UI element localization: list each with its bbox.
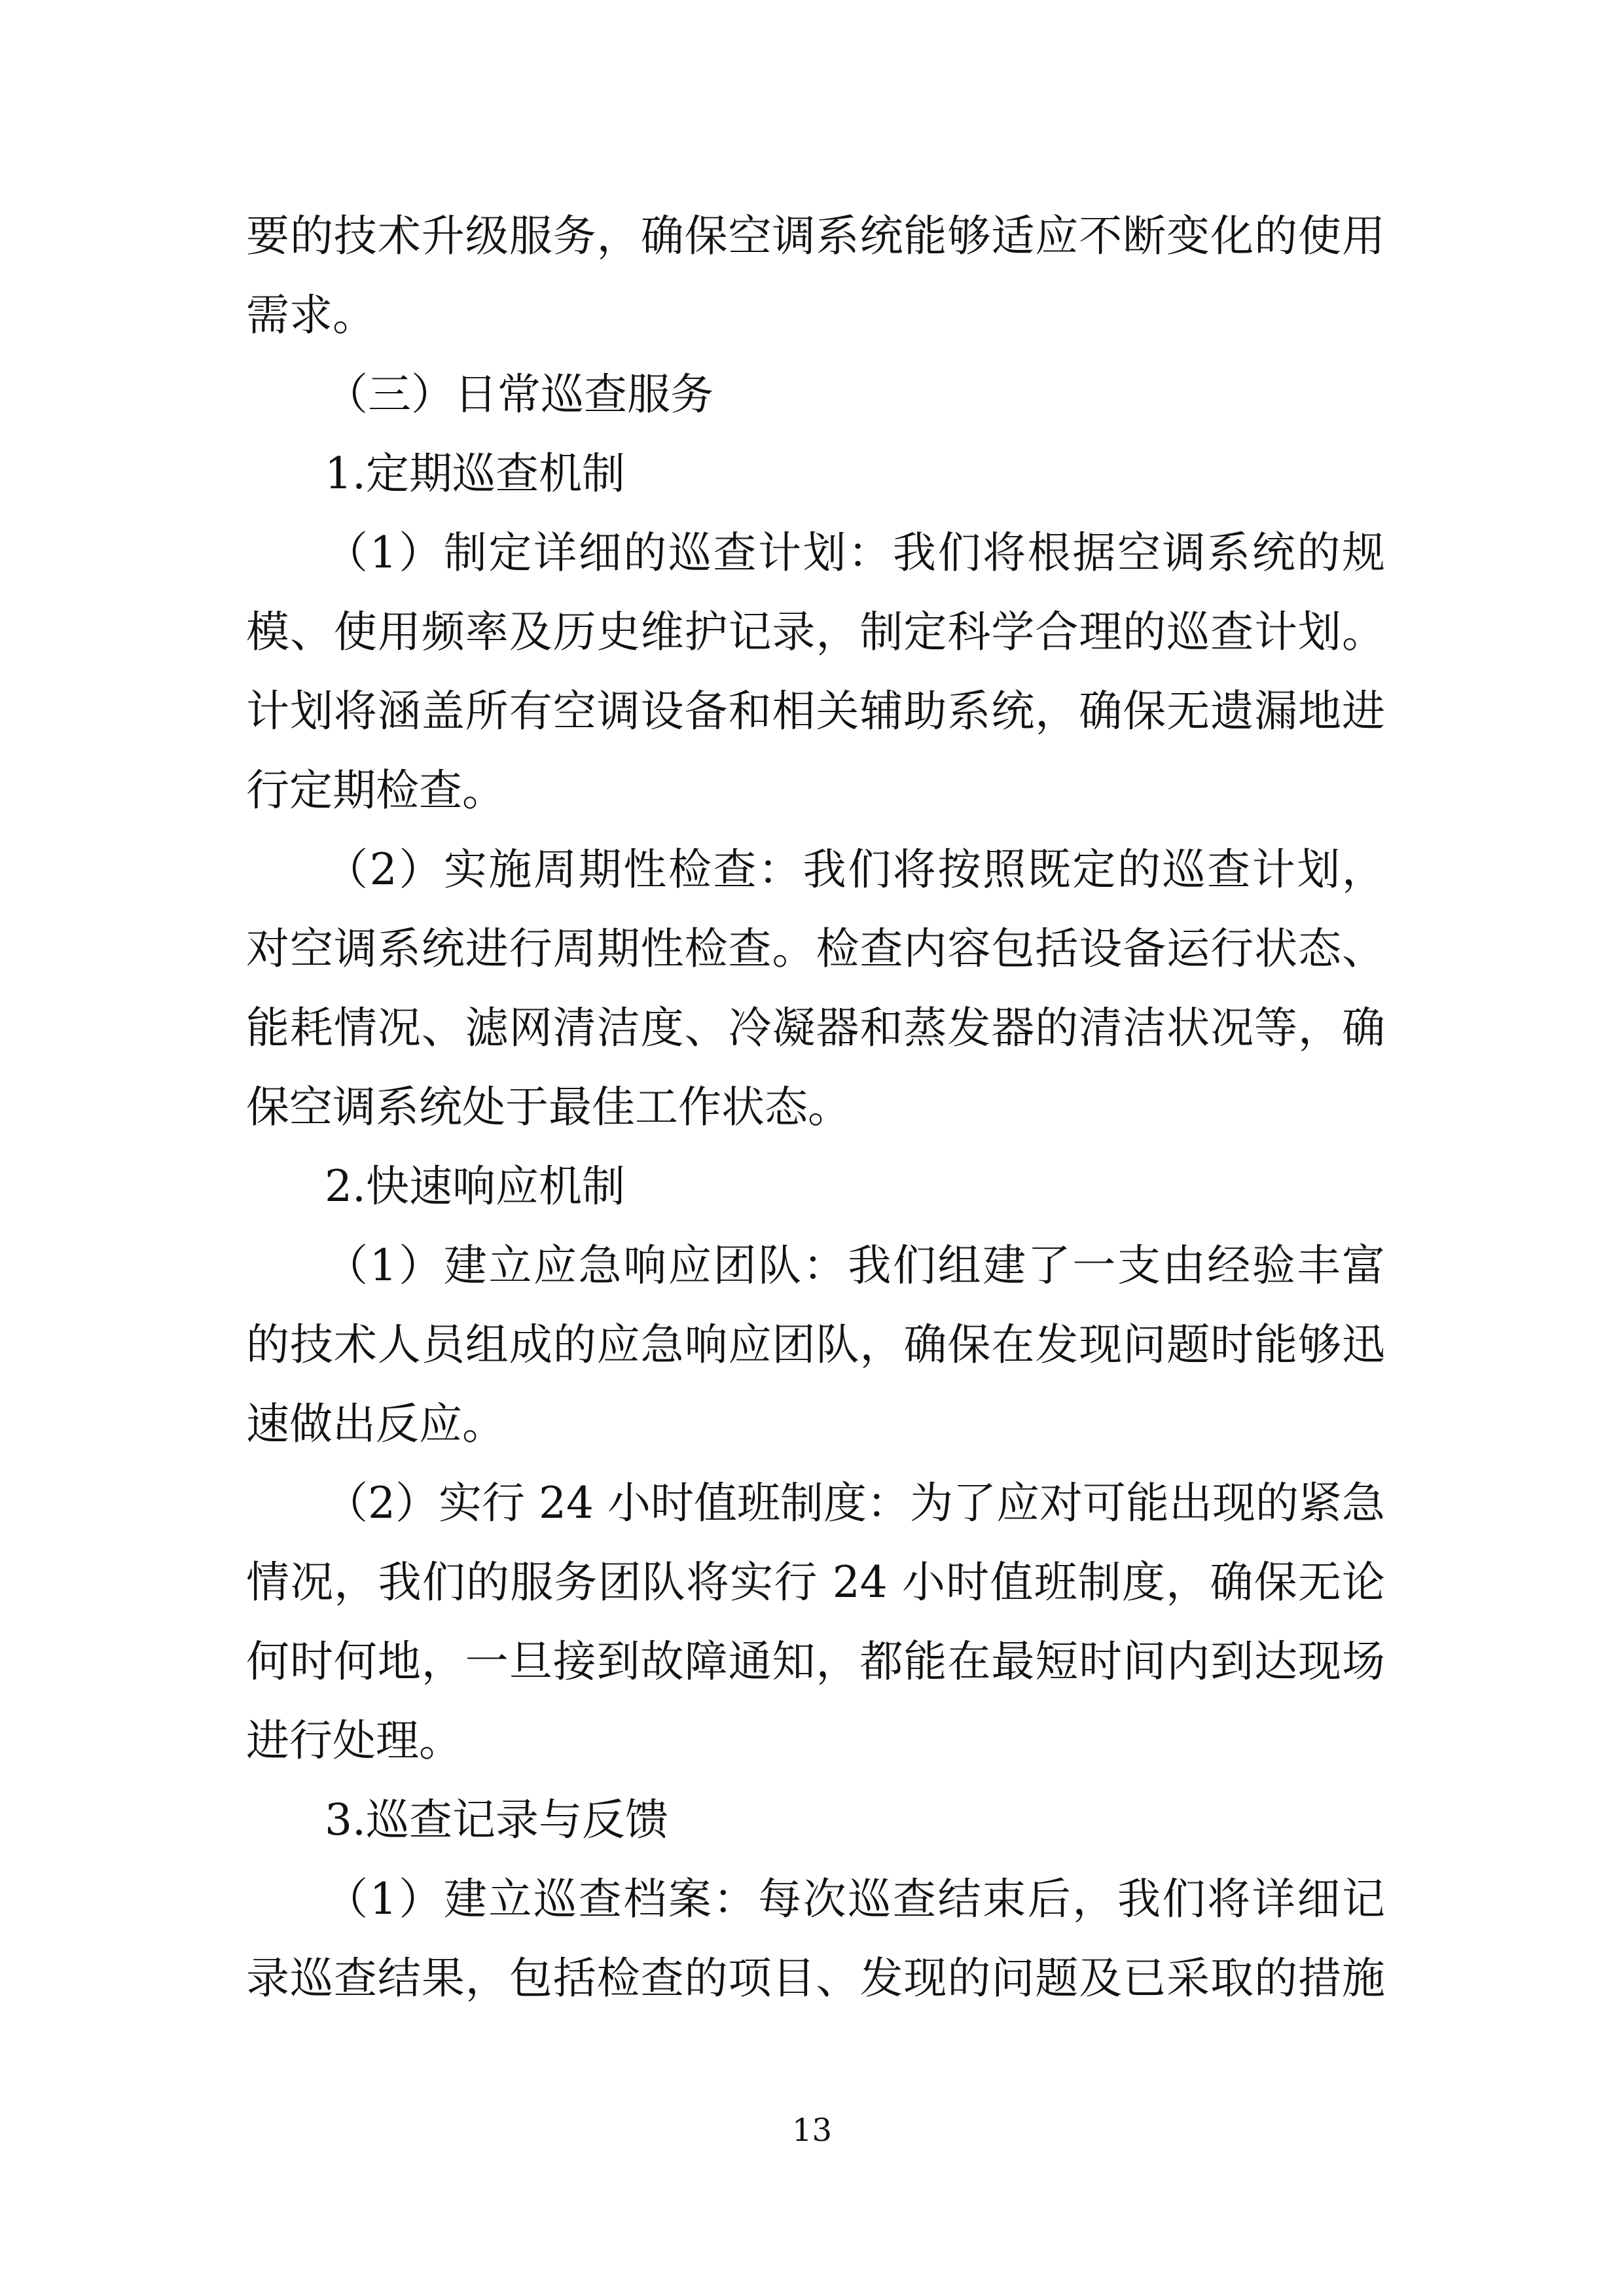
subsection-heading: 2.快速响应机制 [325, 1161, 625, 1211]
text-line: 速做出反应。 [246, 1399, 505, 1449]
text-line: （2）实施周期性检查：我们将按照既定的巡查计划， [325, 844, 1385, 895]
text-line: （1）建立应急响应团队：我们组建了一支由经验丰富 [325, 1240, 1385, 1291]
text-line: 何时何地，一旦接到故障通知，都能在最短时间内到达现场 [246, 1636, 1385, 1687]
text-line: 模、使用频率及历史维护记录，制定科学合理的巡查计划。 [246, 607, 1385, 657]
text-line: 的技术人员组成的应急响应团队，确保在发现问题时能够迅 [246, 1319, 1385, 1370]
text-line: （1）制定详细的巡查计划：我们将根据空调系统的规 [325, 528, 1385, 578]
body-text [246, 196, 1385, 2018]
text-line: 能耗情况、滤网清洁度、冷凝器和蒸发器的清洁状况等，确 [246, 1003, 1385, 1053]
section-heading: （三）日常巡查服务 [325, 369, 713, 420]
text-line: 进行处理。 [246, 1715, 462, 1766]
text-line: （2）实行 24 小时值班制度：为了应对可能出现的紧急 [325, 1478, 1385, 1528]
subsection-heading: 3.巡查记录与反馈 [325, 1795, 668, 1845]
page-number: 13 [791, 2112, 833, 2149]
text-line: 情况，我们的服务团队将实行 24 小时值班制度，确保无论 [246, 1557, 1385, 1607]
text-line: 需求。 [246, 290, 376, 340]
text-line: 行定期检查。 [246, 765, 505, 816]
text-line: 保空调系统处于最佳工作状态。 [246, 1082, 851, 1132]
subsection-heading: 1.定期巡查机制 [325, 448, 625, 499]
text-line: 录巡查结果，包括检查的项目、发现的问题及已采取的措施 [246, 1953, 1385, 2003]
text-line: （1）建立巡查档案：每次巡查结束后，我们将详细记 [325, 1874, 1385, 1924]
text-line: 计划将涵盖所有空调设备和相关辅助系统，确保无遗漏地进 [246, 686, 1385, 736]
text-line: 对空调系统进行周期性检查。检查内容包括设备运行状态、 [246, 924, 1385, 974]
text-line: 要的技术升级服务，确保空调系统能够适应不断变化的使用 [246, 211, 1385, 261]
